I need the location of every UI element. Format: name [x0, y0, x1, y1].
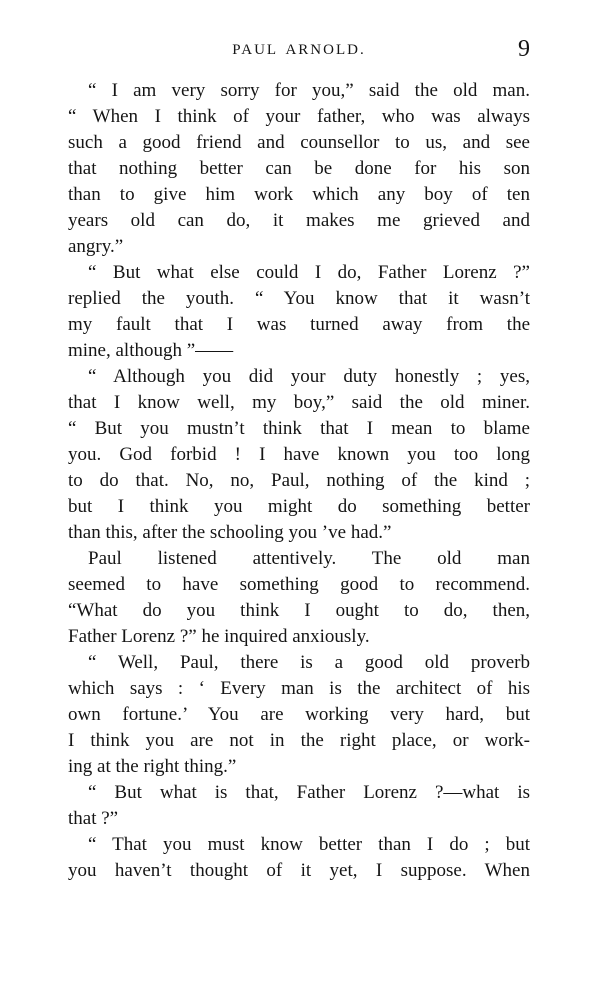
- text-line: “What do you think I ought to do, then,: [68, 600, 530, 621]
- text-line: than to give him work which any boy of ten: [68, 184, 530, 205]
- text-line: you. God forbid ! I have known you too long: [68, 444, 530, 465]
- text-line: “ Well, Paul, there is a good old proverb: [88, 652, 530, 673]
- text-line: seemed to have something good to recommend.: [68, 574, 530, 595]
- text-line: “ I am very sorry for you,” said the old man.: [88, 80, 530, 101]
- text-line: I think you are not in the right place, or work-: [68, 730, 530, 751]
- text-line: Paul listened attentively. The old man: [88, 548, 530, 569]
- text-line: years old can do, it makes me grieved and: [68, 210, 530, 231]
- text-line: to do that. No, no, Paul, nothing of the kind ;: [68, 470, 530, 491]
- text-line: you haven’t thought of it yet, I suppose. When: [68, 860, 530, 881]
- text-line: that ?”: [68, 808, 119, 829]
- text-line: that nothing better can be done for his son: [68, 158, 530, 179]
- text-line: my fault that I was turned away from the: [68, 314, 530, 335]
- text-line: replied the youth. “ You know that it wasn’t: [68, 288, 530, 309]
- text-line: such a good friend and counsellor to us, and see: [68, 132, 530, 153]
- text-line: which says : ‘ Every man is the architect of his: [68, 678, 530, 699]
- text-line: “ But you mustn’t think that I mean to blame: [68, 418, 530, 439]
- text-line: “ When I think of your father, who was always: [68, 106, 530, 127]
- body-text: [68, 78, 530, 884]
- text-line: “ That you must know better than I do ; but: [88, 834, 530, 855]
- text-line: “ Although you did your duty honestly ; yes,: [88, 366, 530, 387]
- running-head: [68, 36, 530, 66]
- text-line: mine, although ”——: [68, 340, 234, 361]
- text-line: “ But what is that, Father Lorenz ?—what is: [88, 782, 530, 803]
- text-line: ing at the right thing.”: [68, 756, 237, 777]
- text-line: own fortune.’ You are working very hard, but: [68, 704, 530, 725]
- running-title: PAUL ARNOLD.: [232, 42, 366, 58]
- text-line: “ But what else could I do, Father Lorenz ?”: [88, 262, 530, 283]
- page-number: 9: [518, 36, 530, 62]
- text-line: that I know well, my boy,” said the old miner.: [68, 392, 530, 413]
- text-line: than this, after the schooling you ’ve had.”: [68, 522, 392, 543]
- text-line: but I think you might do something better: [68, 496, 530, 517]
- text-line: angry.”: [68, 236, 124, 257]
- text-line: Father Lorenz ?” he inquired anxiously.: [68, 626, 370, 647]
